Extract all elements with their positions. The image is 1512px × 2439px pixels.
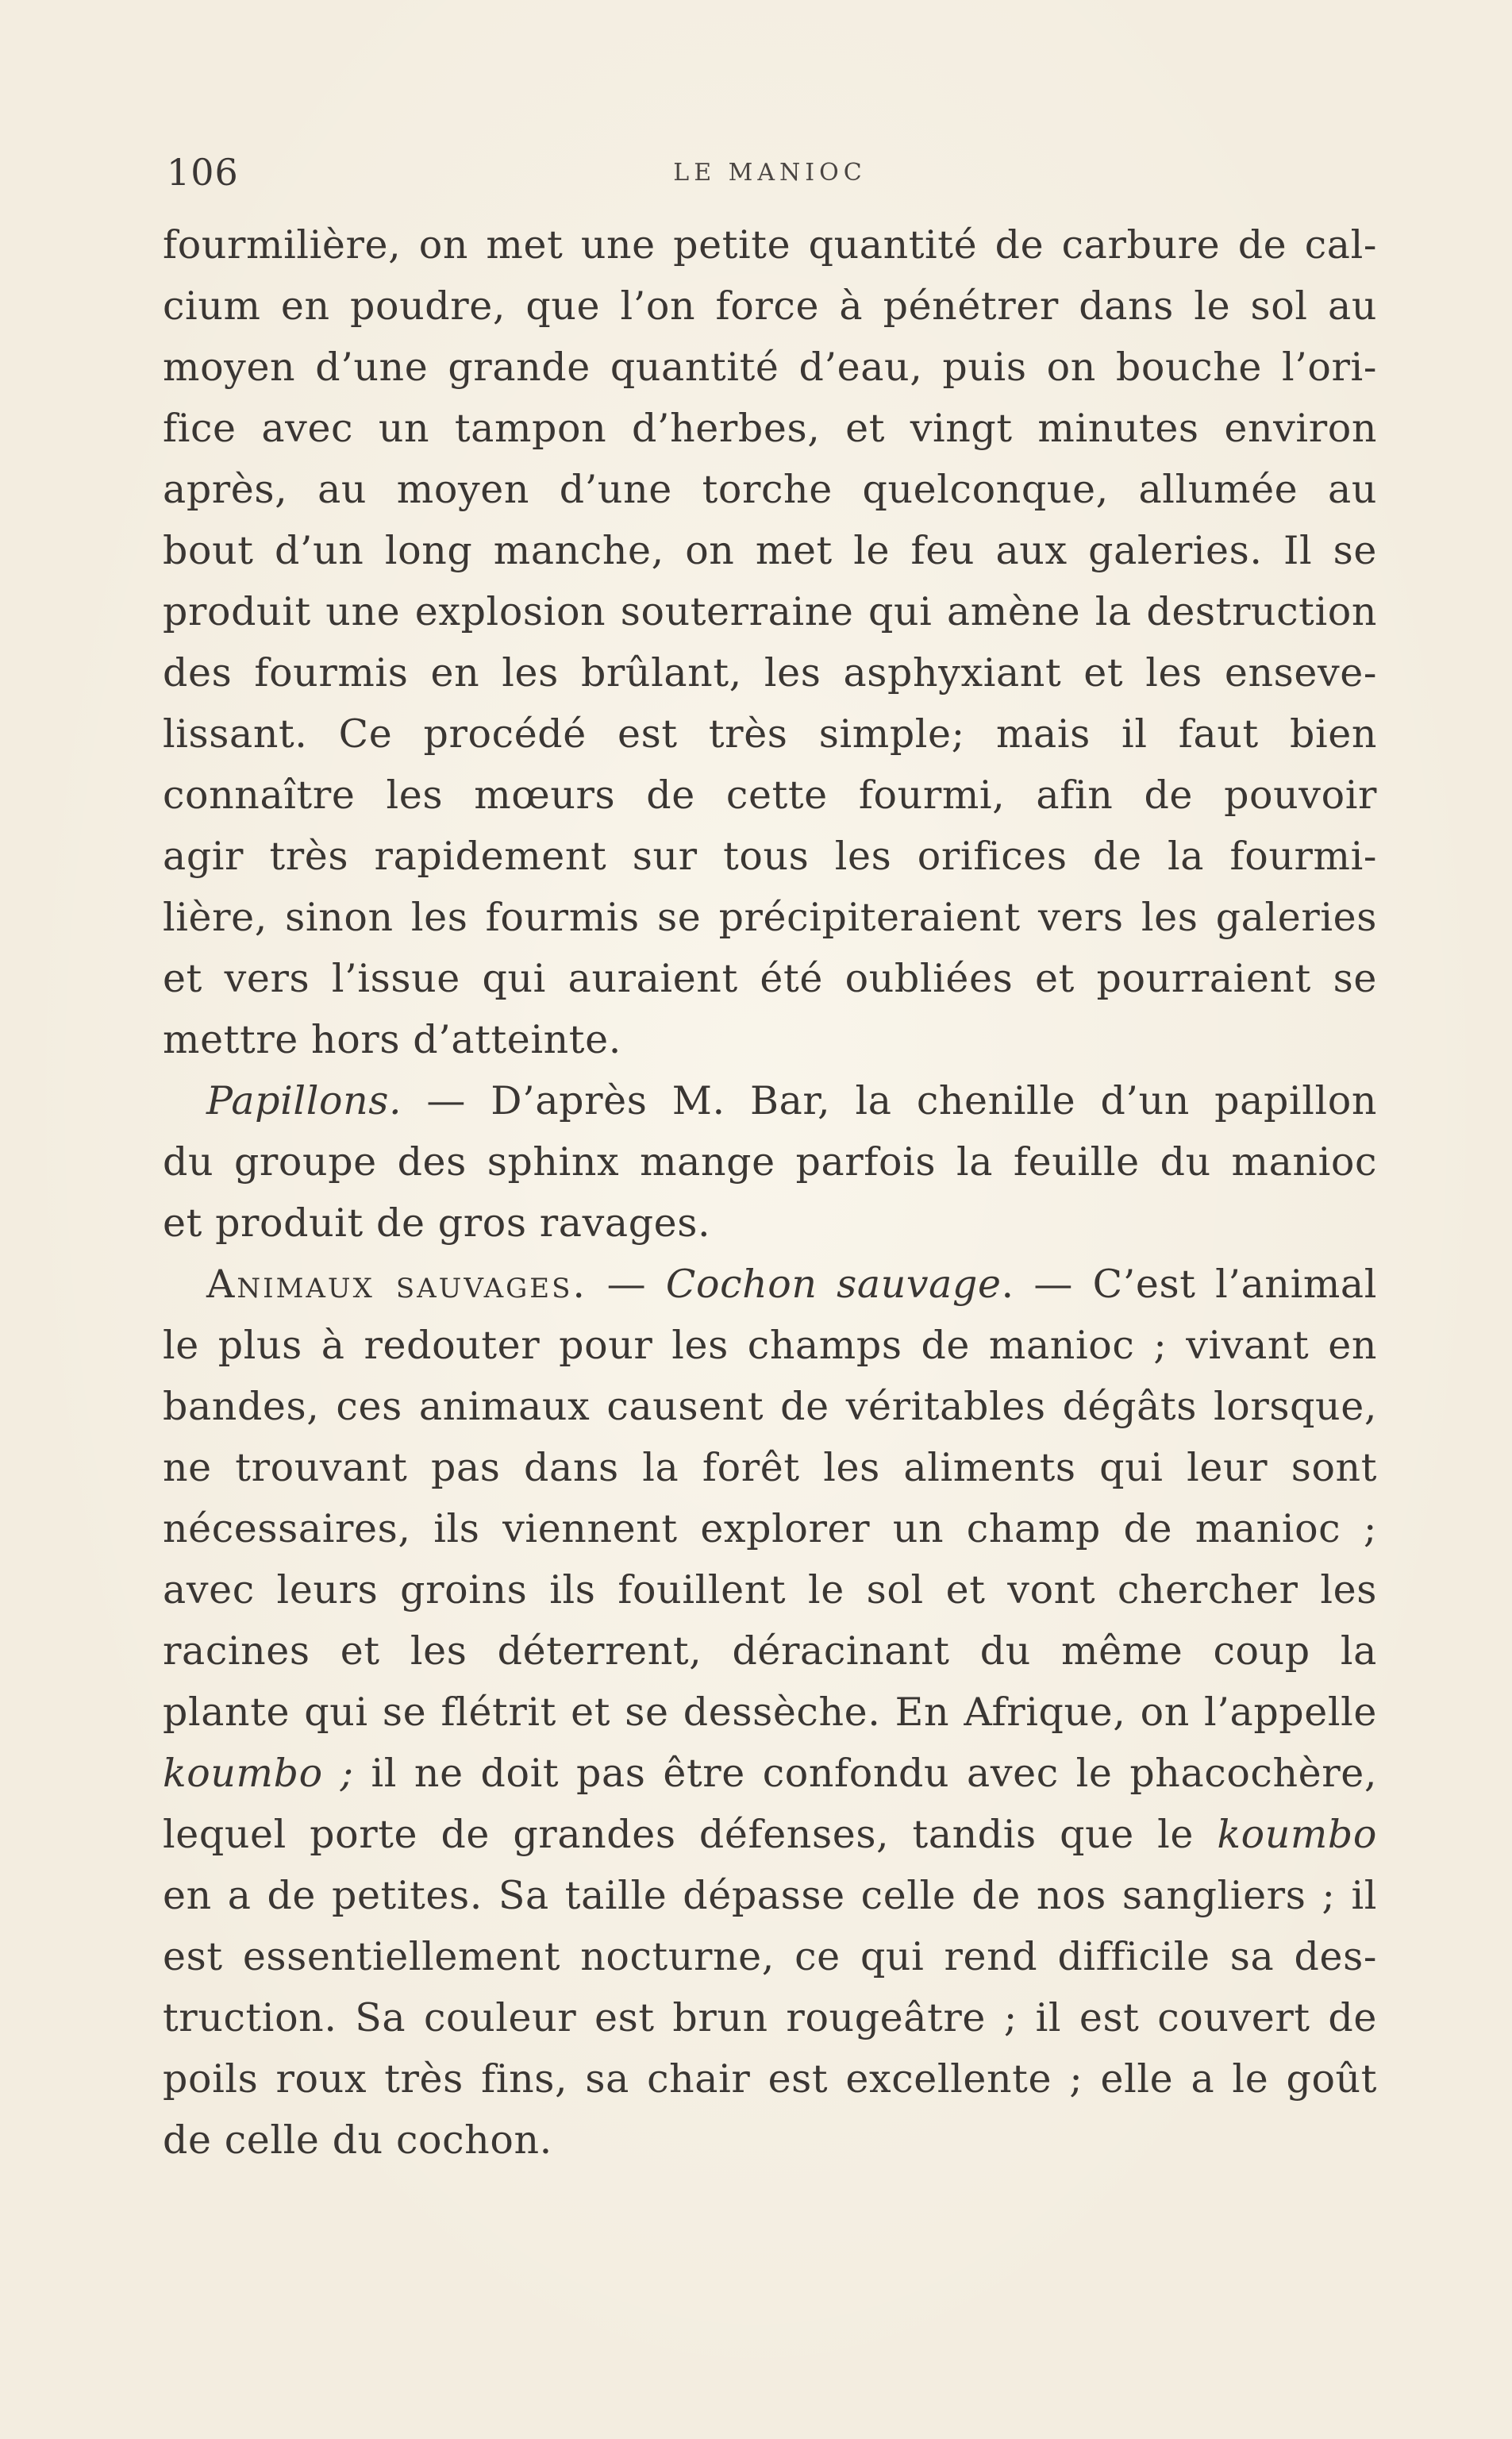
animaux-dash: —: [587, 1262, 666, 1307]
lequel-line-text: lequel porte de grandes défenses, tandis que le: [163, 1812, 1218, 1857]
text-line: et vers l’issue qui auraient été oubliées et pourraient se: [163, 956, 1377, 1001]
text-line: nécessaires, ils viennent explorer un champ de manioc ;: [163, 1506, 1377, 1551]
text-line: bout d’un long manche, on met le feu aux galeries. Il se: [163, 528, 1377, 573]
text-line: après, au moyen d’une torche quelconque, allumée au: [163, 467, 1377, 512]
text-line: mettre hors d’atteinte.: [163, 1017, 621, 1062]
koumbo-word-2: koumbo: [1217, 1812, 1377, 1857]
text-line: agir très rapidement sur tous les orifices de la fourmi-: [163, 834, 1377, 879]
running-title: LE MANIOC: [673, 159, 867, 187]
text-line: du groupe des sphinx mange parfois la feuille du manioc: [163, 1139, 1377, 1185]
text-line: cium en poudre, que l’on force à pénétrer dans le sol au: [163, 283, 1377, 329]
text-line: bandes, ces animaux causent de véritables dégâts lorsque,: [163, 1384, 1377, 1429]
koumbo-line-text: il ne doit pas être confondu avec le phacochère,: [353, 1751, 1378, 1796]
text-line: fourmilière, on met une petite quantité de carbure de cal-: [163, 222, 1377, 268]
koumbo-line: [163, 1743, 1377, 1804]
text-line: le plus à redouter pour les champs de manioc ; vivant en: [163, 1323, 1377, 1368]
lequel-line: [163, 1804, 1377, 1865]
animaux-heading: Animaux sauvages.: [206, 1262, 587, 1307]
animaux-subject: Cochon sauvage: [665, 1262, 1002, 1307]
text-line: en a de petites. Sa taille dépasse celle de nos sangliers ; il: [163, 1873, 1377, 1918]
papillons-first-line-text: — D’après M. Bar, la chenille d’un papillon: [402, 1078, 1377, 1123]
text-line: ne trouvant pas dans la forêt les aliments qui leur sont: [163, 1445, 1377, 1490]
text-line: lière, sinon les fourmis se précipiteraient vers les galeries: [163, 895, 1377, 940]
text-line: avec leurs groins ils fouillent le sol et vont chercher les: [163, 1567, 1377, 1613]
text-line: est essentiellement nocturne, ce qui rend difficile sa des-: [163, 1934, 1377, 1979]
text-line: des fourmis en les brûlant, les asphyxiant et les enseve-: [163, 650, 1377, 695]
animaux-first-line-text: . — C’est l’animal: [1001, 1262, 1377, 1307]
text-line: de celle du cochon.: [163, 2117, 552, 2163]
text-line: moyen d’une grande quantité d’eau, puis on bouche l’ori-: [163, 345, 1377, 390]
body-text: [163, 214, 1377, 2171]
text-line: fice avec un tampon d’herbes, et vingt minutes environ: [163, 406, 1377, 451]
text-line: truction. Sa couleur est brun rougeâtre ; il est couvert de: [163, 1995, 1377, 2040]
koumbo-word: koumbo ;: [163, 1751, 354, 1796]
papillons-first-line: [163, 1070, 1377, 1131]
text-line: connaître les mœurs de cette fourmi, afin de pouvoir: [163, 773, 1377, 818]
animaux-first-line: [163, 1254, 1377, 1315]
text-line: racines et les déterrent, déracinant du même coup la: [163, 1628, 1377, 1674]
text-line: lissant. Ce procédé est très simple; mais il faut bien: [163, 711, 1377, 757]
page-header: [167, 151, 1373, 198]
papillons-title: Papillons.: [206, 1078, 402, 1123]
text-line: et produit de gros ravages.: [163, 1200, 711, 1246]
text-line: plante qui se flétrit et se dessèche. En Afrique, on l’appelle: [163, 1690, 1377, 1735]
text-line: poils roux très fins, sa chair est excellente ; elle a le goût: [163, 2056, 1377, 2102]
text-line: produit une explosion souterraine qui amène la destruction: [163, 589, 1377, 634]
page-number: 106: [167, 151, 239, 194]
